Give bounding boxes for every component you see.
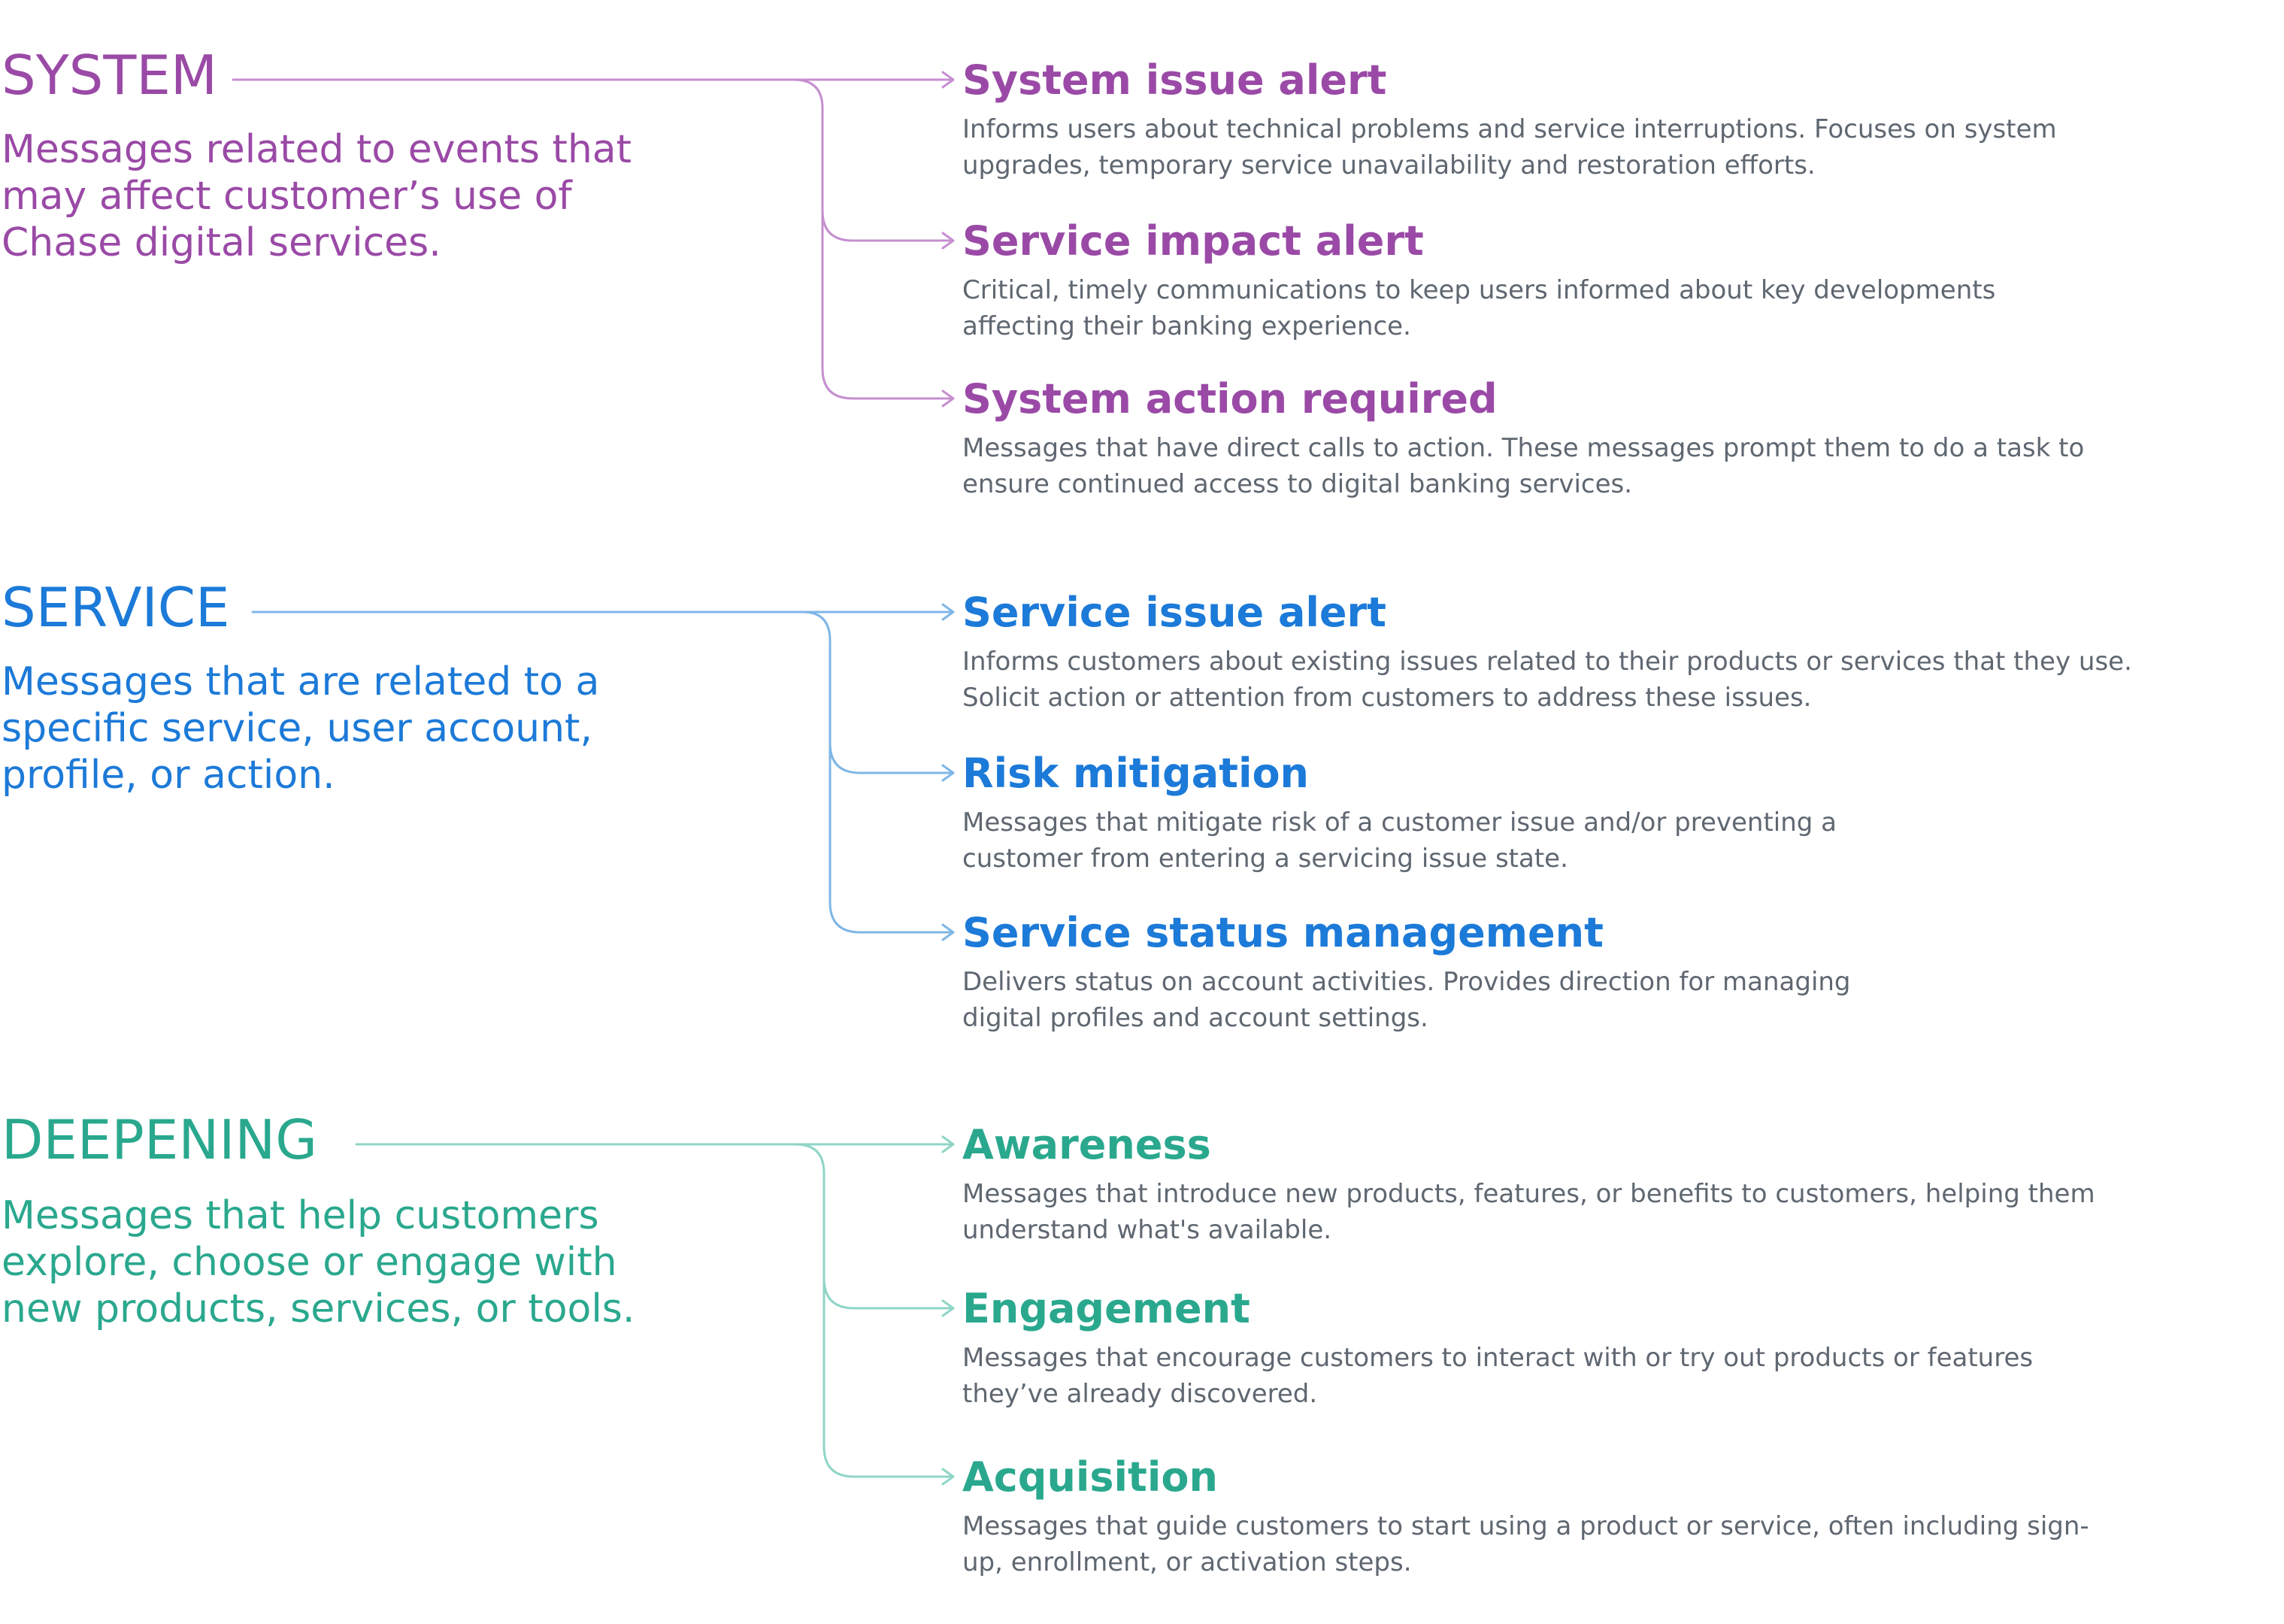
subcategory-acquisition	[962, 1451, 2278, 1580]
subcategory-title: Engagement	[962, 1285, 1250, 1332]
description-line: ensure continued access to digital banking services.	[962, 469, 1633, 499]
subcategory-title: Service impact alert	[962, 217, 1424, 265]
subcategory-title: Awareness	[962, 1121, 1211, 1168]
category-title-service: SERVICE	[2, 576, 230, 639]
subcategory-system-action-required	[962, 373, 2278, 502]
subcategory-risk-mitigation	[962, 747, 2278, 877]
description-line: customer from entering a servicing issue state.	[962, 844, 1568, 874]
description-line: Chase digital services.	[2, 220, 441, 265]
description-line: up, enrollment, or activation steps.	[962, 1547, 1412, 1577]
description-line: new products, services, or tools.	[2, 1286, 635, 1332]
category-title-system: SYSTEM	[2, 44, 217, 107]
description-line: Informs customers about existing issues related to their products or services that they use.	[962, 647, 2132, 677]
description-line: they’ve already discovered.	[962, 1379, 1318, 1409]
subcategory-awareness	[962, 1119, 2278, 1248]
description-line: profile, or action.	[2, 753, 335, 798]
subcategory-title: Acquisition	[962, 1453, 1218, 1501]
description-line: Messages that help customers	[2, 1193, 599, 1238]
description-line: Critical, timely communications to keep users informed about key developments	[962, 275, 1996, 305]
description-line: Messages that have direct calls to action. These messages prompt them to do a task to	[962, 433, 2085, 463]
description-line: explore, choose or engage with	[2, 1240, 617, 1285]
subcategory-title: System issue alert	[962, 56, 1387, 104]
subcategory-title: System action required	[962, 375, 1498, 423]
subcategory-service-issue-alert	[962, 586, 2278, 716]
subcategory-service-impact-alert	[962, 215, 2278, 344]
description-line: Messages that introduce new products, features, or benefits to customers, helping them	[962, 1179, 2095, 1209]
description-line: specific service, user account,	[2, 706, 592, 751]
subcategory-description	[962, 804, 2278, 877]
subcategory-description	[962, 644, 2278, 716]
description-line: Informs users about technical problems and service interruptions. Focuses on system	[962, 114, 2057, 144]
subcategory-title: Service status management	[962, 909, 1604, 956]
description-line: upgrades, temporary service unavailability and restoration efforts.	[962, 150, 1816, 180]
description-line: Messages related to events that	[2, 127, 632, 172]
description-line: Solicit action or attention from customers to address these issues.	[962, 683, 1812, 713]
description-line: Messages that mitigate risk of a customer issue and/or preventing a	[962, 807, 1837, 838]
subcategory-description	[962, 111, 2278, 183]
description-line: Delivers status on account activities. Provides direction for managing	[962, 967, 1851, 997]
subcategory-description	[962, 1508, 2278, 1580]
subcategory-system-issue-alert	[962, 54, 2278, 183]
category-description-deepening	[2, 1192, 635, 1332]
description-line: Messages that guide customers to start using a product or service, often including sign-	[962, 1511, 2089, 1541]
description-line: Messages that encourage customers to interact with or try out products or features	[962, 1343, 2034, 1373]
subcategory-description	[962, 964, 2278, 1036]
description-line: affecting their banking experience.	[962, 311, 1411, 341]
description-line: Messages that are related to a	[2, 659, 600, 704]
subcategory-title: Service issue alert	[962, 589, 1386, 636]
description-line: understand what's available.	[962, 1215, 1332, 1245]
subcategory-engagement	[962, 1283, 2278, 1412]
service-connector-branch	[803, 612, 952, 773]
category-title-deepening: DEEPENING	[2, 1108, 318, 1171]
subcategory-description	[962, 1176, 2278, 1248]
deepening-connector-branch	[795, 1144, 952, 1308]
category-description-system	[2, 126, 632, 266]
description-line: digital profiles and account settings.	[962, 1003, 1428, 1033]
subcategory-service-status-management	[962, 907, 2278, 1036]
subcategory-title: Risk mitigation	[962, 750, 1310, 797]
subcategory-description	[962, 430, 2278, 502]
subcategory-description	[962, 1340, 2278, 1412]
subcategory-description	[962, 272, 2278, 344]
description-line: may affect customer’s use of	[2, 174, 572, 219]
category-description-service	[2, 659, 599, 798]
